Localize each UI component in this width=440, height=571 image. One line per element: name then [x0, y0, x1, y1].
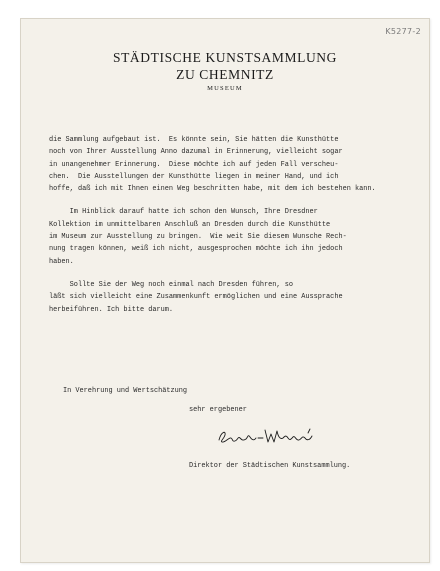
body-line: Sollte Sie der Weg noch einmal nach Dresden führen, so	[49, 280, 293, 289]
body-line: hoffe, daß ich mit Ihnen einen Weg beschritten habe, mit dem ich bestehen kann.	[49, 185, 376, 194]
body-line: noch von Ihrer Ausstellung Anno dazumal in Erinnerung, vielleicht sogar	[49, 148, 343, 157]
closing-yours: sehr ergebener	[189, 406, 247, 414]
letterhead-institution: STÄDTISCHE KUNSTSAMMLUNG	[112, 50, 338, 65]
body-line: chen. Die Ausstellungen der Kunsthütte liegen in meiner Hand, und ich	[49, 172, 339, 181]
paragraph-1	[49, 134, 419, 195]
closing-greeting: In Verehrung und Wertschätzung	[63, 387, 188, 395]
body-line: herbeiführen. Ich bitte darum.	[49, 305, 174, 314]
signature-icon	[216, 426, 316, 446]
letterhead	[21, 49, 429, 92]
body-line: haben.	[49, 257, 74, 266]
archive-reference: K5277-2	[385, 27, 421, 36]
letterhead-city: ZU CHEMNITZ	[176, 67, 274, 82]
letter-body	[49, 134, 419, 316]
paragraph-2	[49, 206, 419, 267]
letter-page	[20, 18, 430, 563]
letterhead-department: MUSEUM	[207, 85, 243, 92]
body-line: Im Hinblick darauf hatte ich schon den Wunsch, Ihre Dresdner	[49, 208, 318, 217]
body-line: im Museum zur Ausstellung zu bringen. Wie weit Sie diesem Wunsche Rech-	[49, 233, 347, 242]
handwritten-signature	[216, 426, 316, 446]
body-line: in unangenehmer Erinnerung. Diese möchte ich auf jeden Fall verscheu-	[49, 160, 339, 169]
body-line: die Sammlung aufgebaut ist. Es könnte sein, Sie hätten die Kunsthütte	[49, 136, 339, 144]
signatory-title: Direktor der Städtischen Kunstsammlung.	[189, 462, 351, 470]
body-line: läßt sich vielleicht eine Zusammenkunft ermöglichen und eine Aussprache	[49, 293, 343, 302]
paragraph-3	[49, 279, 419, 316]
body-line: nung tragen können, weiß ich nicht, ausgesprochen möchte ich ihn jedoch	[49, 245, 343, 254]
body-line: Kollektion im unmittelbaren Anschluß an Dresden durch die Kunsthütte	[49, 220, 331, 229]
